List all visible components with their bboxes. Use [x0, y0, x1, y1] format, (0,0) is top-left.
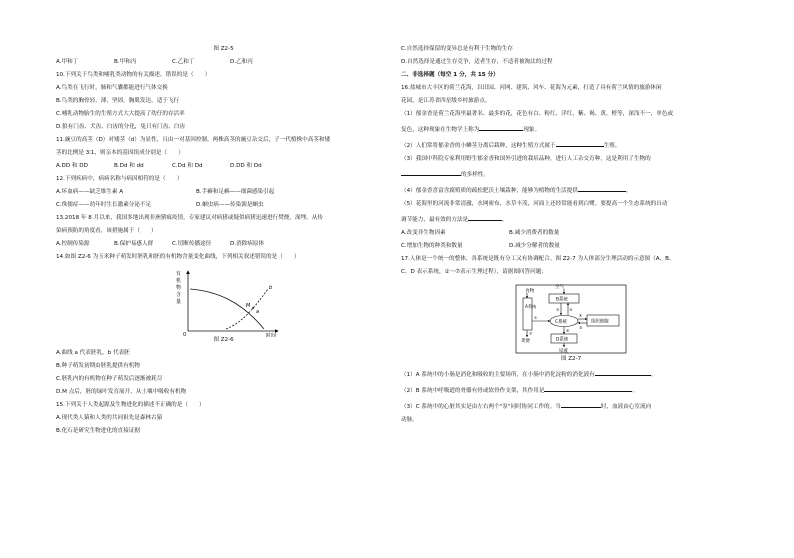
q9-option-a: A.甲和丁: [56, 58, 79, 65]
q16-part4-end: 。: [625, 187, 632, 194]
q11-option-d: D.DD 和 Dd: [230, 162, 262, 169]
q11-stem-line2: 茎的比例是 3∶1，则亲本的基因组成分别是（ ）: [56, 149, 184, 156]
q16-part3-line2: [401, 169, 741, 180]
marker-4: ④: [579, 312, 583, 318]
q17-part1-text: （1）A 系统中的小肠是消化和吸收的主要场所，在小肠中消化淀粉的消化液有: [401, 371, 595, 378]
q16-part3-end: 的多样性。: [461, 171, 489, 178]
q10-option-a: A.鸟类在飞行时，肺和气囊都能进行气体交换: [56, 84, 168, 91]
q10-option-b: B.鸟类的胸骨轻、薄、坚固，胸肌发达，适于飞行: [56, 97, 180, 104]
figure-z2-6-graph: [56, 267, 391, 337]
curve-b: [226, 289, 268, 329]
figure-z2-6: [56, 267, 391, 337]
a-system-label: A系统: [525, 303, 537, 309]
q16-option-c: C.增加生物的种类和数量: [401, 242, 463, 249]
curve-a-label: a: [256, 308, 260, 315]
food-label: 食物: [525, 288, 535, 294]
q16-part2-text: （2）人们常将郁金香的小鳞茎分离后栽种，这种生殖方式属于: [401, 142, 556, 149]
q17-part1: [401, 369, 741, 380]
q9-options: [56, 59, 391, 67]
tissue-cell-label: 组织细胞: [591, 319, 609, 325]
q17-part2-text: （2）B 系统中呼吸道的骨骼有骨或软骨作支架，其作用是: [401, 387, 545, 394]
q12-option-b: B.手癣和足癣——细菌感染引起: [196, 188, 275, 195]
marker-3: ③: [569, 306, 573, 312]
q13-stem-line2: 染病预防的角度看，该措施属于（ ）: [56, 227, 157, 234]
answer-blank[interactable]: [479, 124, 523, 131]
answer-blank[interactable]: [468, 214, 502, 221]
q13-stem-line1: 13.2018 年 8 月以来，我国多地出现非洲猪瘟疫情，专家建议对病猪或疑似病猪迅速进行焚烧、深埋。从传: [56, 214, 323, 221]
q13-options: [56, 241, 391, 249]
x-axis-label: 时间: [266, 332, 277, 337]
q14-option-a: A.曲线 a 代表胚乳，b 代表胚: [56, 349, 130, 356]
section-title: 二、非选择题（每空 1 分，共 15 分）: [401, 71, 499, 78]
q9-option-b: B.甲和丙: [114, 58, 137, 65]
q16-option-d: D.减少分解者的数量: [509, 242, 560, 249]
q17-part2: [401, 385, 741, 396]
figure-z2-7-caption: 图 Z2-7: [560, 355, 582, 362]
q16-part5-text: 调节能力，最有效的方法是: [401, 216, 469, 223]
y-axis-label-4: 含: [176, 291, 182, 298]
q10-option-d: D.狼有门齿、犬齿、臼齿的分化，兔只有门齿、臼齿: [56, 123, 186, 130]
q16-part1-line2: [401, 124, 741, 135]
a-system-box: [523, 298, 532, 330]
answer-blank[interactable]: [401, 169, 461, 176]
q14-option-d: D.M 点后，胚的绿叶发育展开，从土壤中吸收有机物: [56, 388, 187, 395]
point-m-label: M: [246, 302, 251, 309]
right-column: [401, 46, 741, 430]
q11-options: [56, 163, 391, 171]
q16-part1-end: 现象。: [523, 126, 541, 133]
figure-z2-7-diagram: [401, 282, 741, 356]
y-axis-label-1: 有: [176, 270, 182, 277]
q14-stem: 14.如图 Z2-6 为玉米种子萌发时胚乳和胚的有机物含量变化曲线，下列相关叙述错误的是（ ）: [56, 253, 300, 260]
air-label: 空气: [555, 284, 565, 290]
q16-part3-line1: [401, 156, 741, 164]
curve-a: [190, 289, 264, 329]
q16-part4: [401, 185, 741, 196]
q10-option-c: C.哺乳动物胎生的生殖方式大大提高了幼仔的存活率: [56, 110, 185, 117]
q17-part2-end: 。: [632, 387, 639, 394]
q17-part3-line1: [401, 401, 741, 412]
q17-stem-line1: 17.人体是一个统一的整体，各系统是既有分工又有协调配合。图 Z2-7 为人体部分生理活动的示意图（A、B、: [401, 255, 675, 262]
marker-7: ⑦: [529, 330, 533, 336]
q11-option-c: C.Dd 和 Dd: [172, 162, 203, 169]
q15-stem: 15.下列关于人类起源及生物进化的描述不正确的是（ ）: [56, 401, 205, 408]
q11-option-a: A.DD 和 DD: [56, 162, 88, 169]
marker-1: ①: [534, 314, 538, 320]
d-system-label: D系统: [556, 337, 569, 343]
q16-part4-text: （4）郁金香喜富含腐殖质的疏松肥沃土壤栽种，能够为植物的生活提供: [401, 187, 578, 194]
q9-option-d: D.乙和丙: [230, 58, 253, 65]
left-column: [56, 46, 391, 441]
q16-part2-end: 生殖。: [603, 142, 621, 149]
q16-part3-text: （3）我国中科院专家利用野生郁金香和国外引进的栽培品种，进行人工杂交育种，这是利用了生物的: [401, 155, 651, 162]
marker-2: ②: [556, 306, 560, 312]
point-m: [252, 307, 254, 309]
q17-part3-mid: 时，血液由心室流向: [600, 403, 652, 410]
q15-option-a: A.现代类人猿和人类的共同祖先是森林古猿: [56, 414, 163, 421]
q13-option-a: A.控制传染源: [56, 240, 90, 247]
q16-part5-line2: [401, 214, 741, 225]
figure-z2-5-caption: 图 Z2-5: [213, 46, 234, 52]
q15-option-c: C.自然选择保留的变异总是有利于生物的生存: [401, 46, 513, 52]
q12-options-row2: [56, 202, 391, 210]
q12-option-c: C.侏儒症——幼年时生长激素分泌不足: [56, 201, 152, 208]
q16-part1-line1: （1）郁金香是荷兰花海里最著名、最多的花，花色有白、粉红、洋红、紫、褐、黄、橙等，深浅不一，单色或: [401, 110, 674, 117]
q17-part3-line2: 动脉。: [401, 416, 418, 423]
c-system-label: C系统: [555, 319, 567, 325]
answer-blank[interactable]: [556, 140, 604, 147]
q12-option-a: A.坏血病——缺乏维生素 A: [56, 188, 124, 195]
q16-part2: [401, 140, 741, 151]
q16-part5-end: 。: [502, 216, 508, 223]
q14-option-c: C.胚乳内的有机物在种子萌发后逐渐被耗尽: [56, 375, 163, 382]
q16-part1-text: 复色，这种现象在生物学上称为: [401, 126, 480, 133]
answer-blank[interactable]: [578, 185, 626, 192]
q12-stem: 12.下列疾病中，病病名称与病因相符的是（ ）: [56, 175, 183, 182]
q15-option-b: B.化石是研究生物进化的直接证据: [56, 427, 140, 434]
q11-option-b: B.Dd 和 dd: [114, 162, 144, 169]
q16-option-b: B.减少消费者的数量: [509, 229, 560, 236]
q17-part1-end: 。: [650, 371, 657, 378]
q12-option-d: D.蛔虫病——传染源是蛔虫: [196, 201, 264, 208]
q9-option-c: C.乙和丁: [172, 58, 195, 65]
b-system-label: B系统: [556, 297, 568, 303]
q13-option-c: C.切断传播途径: [172, 240, 212, 247]
q16-stem-line1: 16.盐城市大丰区的荷兰花海，以田园、河网、建筑、风车、花海为元素，打造了具有荷兰风情的旅游休闲: [401, 84, 662, 91]
figure-z2-7: [401, 282, 741, 356]
q13-option-d: D.消除病原体: [230, 240, 265, 247]
urine-label: 尿液: [559, 348, 568, 354]
feces-label: 粪便: [521, 338, 530, 344]
marker-5: ⑤: [579, 324, 583, 330]
answer-blank[interactable]: [561, 401, 601, 408]
figure-z2-6-caption: 图 Z2-6: [213, 336, 234, 343]
y-axis-label-2: 机: [176, 277, 182, 284]
answer-blank[interactable]: [595, 369, 651, 376]
q16-option-a: A.改变非生物因素: [401, 229, 446, 236]
y-axis-label-3: 物: [176, 284, 182, 291]
curve-b-label: b: [269, 284, 273, 291]
q12-options-row1: [56, 189, 391, 197]
q16-stem-line2: 花园，是江苏省四星级乡村旅游点。: [401, 97, 491, 104]
marker-6: ⑥: [566, 327, 570, 333]
q17-part3-text: （3）C 系统中的心脏其实是由左右两个"泵"同时协同工作的。当: [401, 403, 561, 410]
q11-stem-line1: 11.豌豆的高茎（D）对矮茎（d）为显性，且由一对基因控制。两株高茎的豌豆杂交后，子一代植株中高茎和矮: [56, 136, 331, 143]
q17-stem-line2: C、D 表示系统，①～⑦表示生理过程），请据图回答问题：: [401, 268, 547, 275]
q13-option-b: B.保护易感人群: [114, 240, 154, 247]
q16-options-row2: [401, 243, 741, 251]
q16-part5-line1: （5）花海里的河流非常清澈，水网密布，水草丰茂，河面上还经常能看到白鹭。要提高一个生态系统的自动: [401, 200, 668, 207]
origin-label: 0: [183, 331, 187, 337]
q16-options-row1: [401, 230, 741, 238]
q10-stem: 10.下列关于鸟类和哺乳类动物的有关描述，错误的是（ ）: [56, 71, 211, 78]
answer-blank[interactable]: [544, 385, 632, 392]
q14-option-b: B.种子萌发初期由胚乳提供有机物: [56, 362, 140, 369]
y-axis-label-5: 量: [176, 298, 182, 305]
q15-option-d: D.自然选择是通过生存竞争，适者生存，不适者被淘汰的过程: [401, 58, 553, 65]
